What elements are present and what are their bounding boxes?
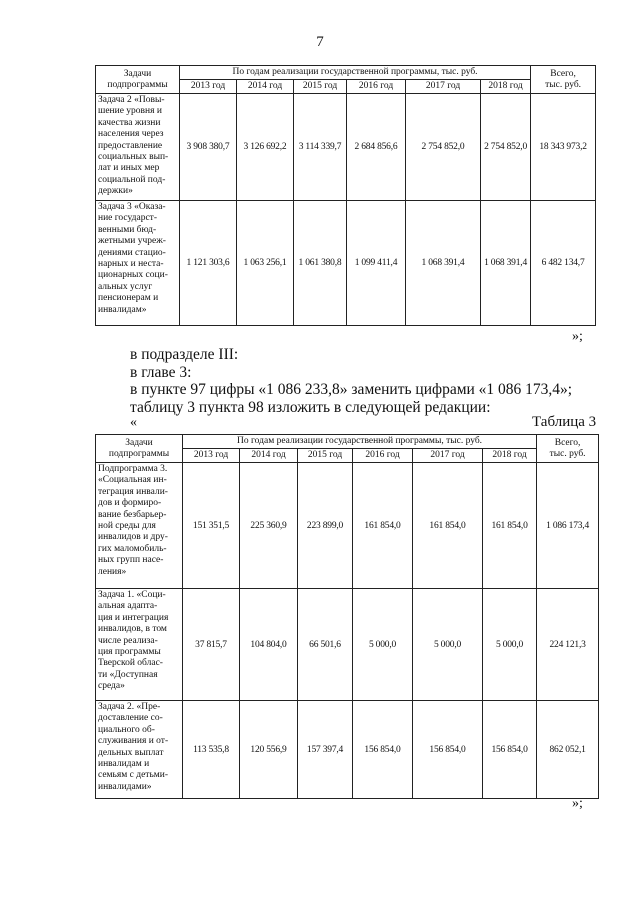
table-row (96, 201, 596, 326)
task-line: жетными учреж- (98, 236, 166, 247)
table-caption: Таблица 3 (532, 414, 597, 430)
task-line: ной среды для (98, 521, 156, 532)
table-row (96, 94, 596, 201)
header-total-line: Всего, (554, 437, 581, 448)
task-line: «Социальная ин- (98, 475, 167, 486)
task-line: среда» (98, 681, 125, 692)
header-total-line: Всего, (550, 68, 576, 79)
closing-quote: »; (572, 796, 583, 811)
task-line: инвалидов, в том (98, 624, 167, 635)
value-cell: 1 099 411,4 (347, 201, 406, 326)
budget-table-continued (95, 65, 596, 326)
table-row (96, 463, 599, 589)
task-line: числе реализа- (98, 635, 158, 646)
value-cell: 5 000,0 (353, 589, 413, 701)
table-row (96, 701, 599, 799)
value-cell: 1 063 256,1 (237, 201, 294, 326)
value-cell: 3 908 380,7 (180, 94, 237, 201)
task-line: дениями стацио- (98, 247, 166, 258)
instruction-line: таблицу 3 пункта 98 изложить в следующей редакции: (130, 399, 491, 416)
header-total (537, 435, 599, 463)
header-years-group: По годам реализации государственной программы, тыс. руб. (180, 66, 531, 80)
value-cell: 1 061 380,8 (294, 201, 347, 326)
task-line: ных групп насе- (98, 555, 164, 566)
task-line: гих маломобиль- (98, 543, 167, 554)
total-cell: 224 121,3 (537, 589, 599, 701)
value-cell: 5 000,0 (413, 589, 483, 701)
opening-quote: « (130, 415, 137, 430)
task-line: Тверской облас- (98, 658, 163, 669)
value-cell: 151 351,5 (183, 463, 240, 589)
total-cell: 6 482 134,7 (531, 201, 596, 326)
total-cell: 1 086 173,4 (537, 463, 599, 589)
value-cell: 113 535,8 (183, 701, 240, 799)
task-line: инвалидам» (98, 304, 147, 315)
value-cell: 2 684 856,6 (347, 94, 406, 201)
header-year: 2017 год (406, 80, 481, 94)
task-line: ти «Доступная (98, 669, 158, 680)
header-task-line: подпрограммы (107, 79, 168, 90)
value-cell: 2 754 852,0 (481, 94, 531, 201)
task-line: населения через (98, 129, 164, 140)
task-line: альная адапта- (98, 601, 158, 612)
header-task-line: Задачи (125, 437, 153, 448)
task-line: альных услуг (98, 281, 153, 292)
value-cell: 161 854,0 (483, 463, 537, 589)
header-year: 2014 год (237, 80, 294, 94)
header-year: 2013 год (183, 449, 240, 463)
value-cell: 161 854,0 (353, 463, 413, 589)
header-year: 2015 год (294, 80, 347, 94)
value-cell: 223 899,0 (298, 463, 353, 589)
task-line: социальной под- (98, 174, 166, 185)
task-line: лат и иных мер (98, 163, 160, 174)
task-line: дов и формиро- (98, 498, 162, 509)
task-line: доставление со- (98, 713, 163, 724)
task-line: дельных выплат (98, 747, 164, 758)
value-cell: 104 804,0 (240, 589, 298, 701)
task-line: нарных и неста- (98, 259, 164, 270)
header-year: 2018 год (481, 80, 531, 94)
task-line: шение уровня и (98, 106, 162, 117)
value-cell: 156 854,0 (483, 701, 537, 799)
value-cell: 2 754 852,0 (406, 94, 481, 201)
task-line: ления» (98, 566, 127, 577)
header-total-line: тыс. руб. (549, 448, 586, 459)
value-cell: 225 360,9 (240, 463, 298, 589)
page-number: 7 (316, 34, 324, 50)
task-line: Задача 2. «Пре- (98, 702, 161, 712)
total-cell: 18 343 973,2 (531, 94, 596, 201)
task-line: социальных вып- (98, 152, 169, 163)
instruction-line: в пункте 97 цифры «1 086 233,8» заменить цифрами «1 086 173,4»; (130, 381, 573, 398)
instruction-line: в главе 3: (130, 364, 192, 381)
task-line: ционарных соци- (98, 270, 168, 281)
header-year: 2018 год (483, 449, 537, 463)
value-cell: 37 815,7 (183, 589, 240, 701)
header-total (531, 66, 596, 94)
value-cell: 156 854,0 (413, 701, 483, 799)
task-line: Подпрограмма 3. (98, 464, 168, 474)
header-task-line: Задачи (123, 68, 152, 79)
task-line: инвалидов и дру- (98, 532, 168, 543)
value-cell: 120 556,9 (240, 701, 298, 799)
task-line: венными бюд- (98, 224, 157, 235)
budget-table-3 (95, 434, 599, 799)
header-year: 2014 год (240, 449, 298, 463)
task-line: качества жизни (98, 117, 161, 128)
task-line: ция программы (98, 647, 161, 658)
header-year: 2013 год (180, 80, 237, 94)
task-line: Задача 3 «Оказа- (98, 202, 166, 212)
task-line: ция и интеграция (98, 612, 169, 623)
task-line: ние государст- (98, 213, 157, 224)
task-line: циального об- (98, 724, 155, 735)
task-cell (96, 463, 183, 589)
header-year: 2017 год (413, 449, 483, 463)
table-row (96, 589, 599, 701)
header-task-line: подпрограммы (108, 448, 170, 459)
header-years-group: По годам реализации государственной программы, тыс. руб. (183, 435, 537, 449)
task-line: Задача 2 «Повы- (98, 95, 165, 105)
value-cell: 66 501,6 (298, 589, 353, 701)
value-cell: 3 126 692,2 (237, 94, 294, 201)
header-year: 2016 год (347, 80, 406, 94)
value-cell: 156 854,0 (353, 701, 413, 799)
value-cell: 1 068 391,4 (406, 201, 481, 326)
task-line: предоставление (98, 140, 163, 151)
header-total-line: тыс. руб. (545, 79, 582, 90)
task-line: вание безбарьер- (98, 509, 167, 520)
task-cell (96, 94, 180, 201)
task-cell (96, 701, 183, 799)
task-line: Задача 1. «Соци- (98, 590, 166, 600)
task-line: служивания и от- (98, 736, 169, 747)
total-cell: 862 052,1 (537, 701, 599, 799)
value-cell: 3 114 339,7 (294, 94, 347, 201)
task-line: инвалидам и (98, 759, 150, 770)
task-cell (96, 201, 180, 326)
task-line: держки» (98, 186, 133, 197)
header-year: 2015 год (298, 449, 353, 463)
task-line: семьям с детьми- (98, 770, 169, 781)
task-line: инвалидами» (98, 781, 152, 792)
value-cell: 5 000,0 (483, 589, 537, 701)
instruction-line: в подразделе III: (130, 346, 239, 363)
header-task (96, 435, 183, 463)
value-cell: 161 854,0 (413, 463, 483, 589)
value-cell: 157 397,4 (298, 701, 353, 799)
value-cell: 1 068 391,4 (481, 201, 531, 326)
header-year: 2016 год (353, 449, 413, 463)
task-cell (96, 589, 183, 701)
closing-quote: »; (572, 329, 583, 344)
header-task (96, 66, 180, 94)
task-line: пенсионерам и (98, 293, 159, 304)
value-cell: 1 121 303,6 (180, 201, 237, 326)
task-line: теграция инвали- (98, 486, 168, 497)
